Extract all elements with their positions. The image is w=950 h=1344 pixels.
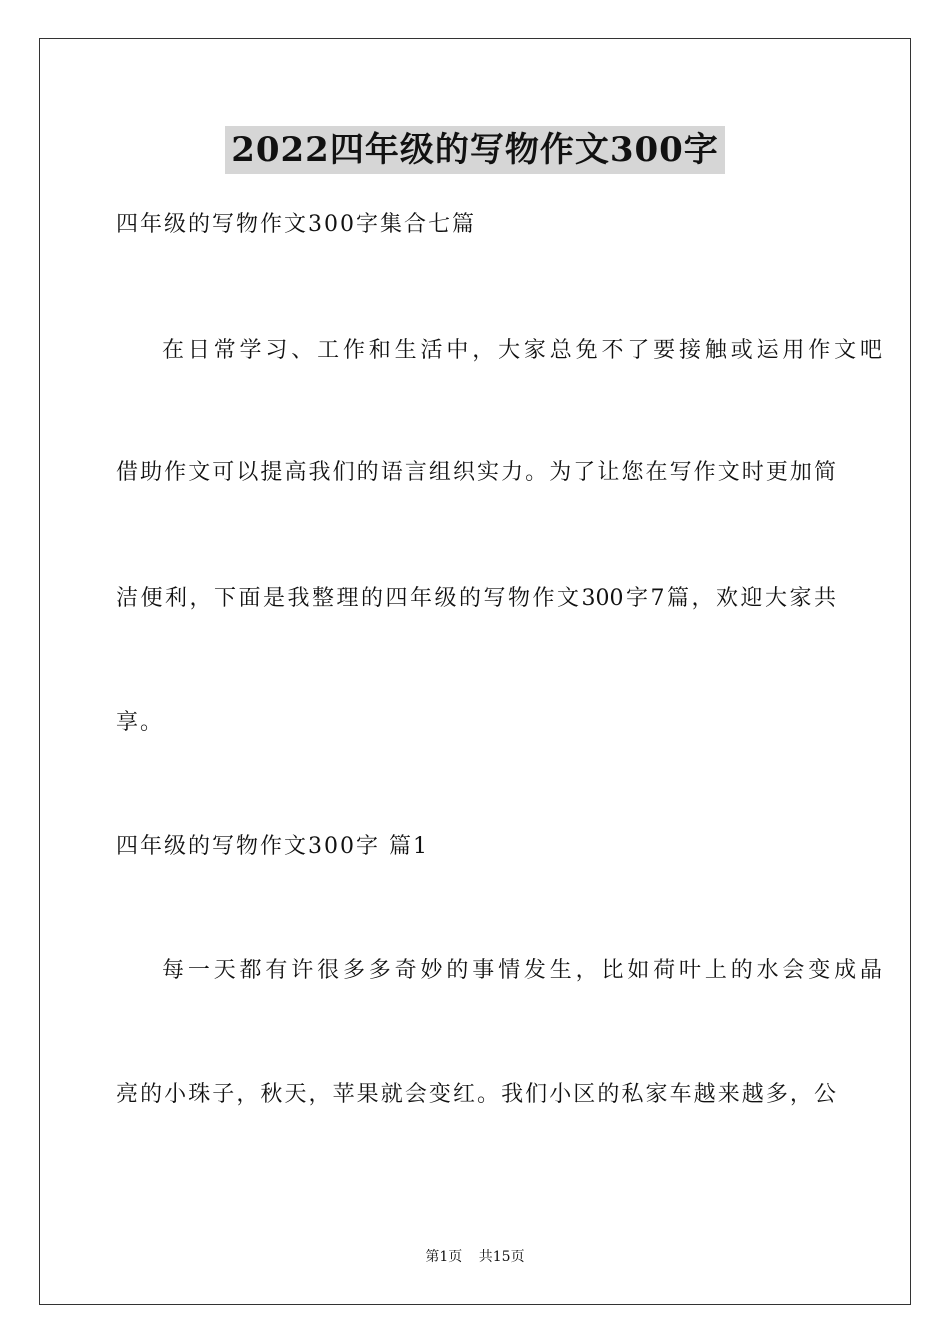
paragraph-line: 在日常学习、工作和生活中，大家总免不了要接触或运用作文吧 [162,338,882,363]
paragraph-line: 每一天都有许很多多奇妙的事情发生，比如荷叶上的水会变成晶 [162,958,882,983]
paragraph-line: 借助作文可以提高我们的语言组织实力。为了让您在写作文时更加简 [116,460,836,485]
section-heading: 四年级的写物作文300字 篇1 [116,834,429,859]
page-total: 共15页 [478,1249,525,1265]
paragraph-line: 享。 [116,710,165,735]
paragraph-line: 亮的小珠子，秋天，苹果就会变红。我们小区的私家车越来越多，公 [116,1082,836,1107]
document-subtitle: 四年级的写物作文300字集合七篇 [116,212,476,237]
document-title: 2022四年级的写物作文300字 [225,126,725,174]
page-footer [0,1248,950,1266]
page-number: 第1页 [425,1249,463,1265]
title-container [0,126,950,174]
paragraph-line: 洁便利，下面是我整理的四年级的写物作文300字7篇，欢迎大家共 [116,586,836,611]
